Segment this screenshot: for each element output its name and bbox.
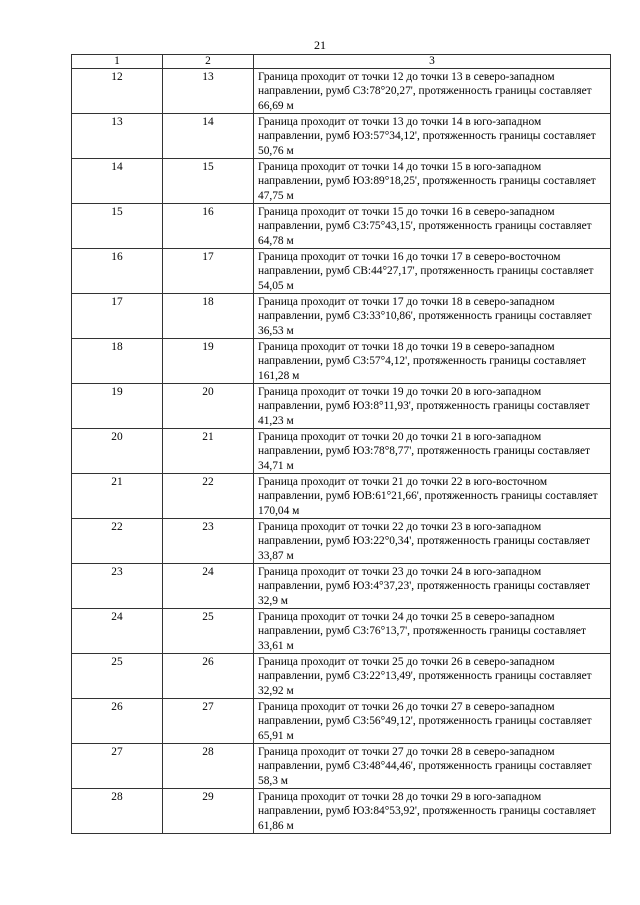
table-row <box>72 699 611 744</box>
boundary-description-cell: Граница проходит от точки 17 до точки 18 в северо-западном направлении, румб СЗ:33°10,86', протяженность границы составляет 36,53 м <box>254 294 611 339</box>
table-row <box>72 609 611 654</box>
end-point-cell: 22 <box>163 474 254 519</box>
table-row <box>72 789 611 834</box>
start-point-cell: 20 <box>72 429 163 474</box>
start-point-cell: 13 <box>72 114 163 159</box>
table-row <box>72 519 611 564</box>
end-point-cell: 25 <box>163 609 254 654</box>
start-point-cell: 26 <box>72 699 163 744</box>
start-point-cell: 16 <box>72 249 163 294</box>
end-point-cell: 23 <box>163 519 254 564</box>
start-point-cell: 28 <box>72 789 163 834</box>
boundary-description-cell: Граница проходит от точки 23 до точки 24 в юго-западном направлении, румб ЮЗ:4°37,23', протяженность границы составляет 32,9 м <box>254 564 611 609</box>
boundary-description-cell: Граница проходит от точки 22 до точки 23 в юго-западном направлении, румб ЮЗ:22°0,34', протяженность границы составляет 33,87 м <box>254 519 611 564</box>
end-point-cell: 24 <box>163 564 254 609</box>
boundary-description-cell: Граница проходит от точки 18 до точки 19 в северо-западном направлении, румб СЗ:57°4,12', протяженность границы составляет 161,28 м <box>254 339 611 384</box>
start-point-cell: 17 <box>72 294 163 339</box>
table-header-row <box>72 55 611 69</box>
end-point-cell: 20 <box>163 384 254 429</box>
table-row <box>72 294 611 339</box>
end-point-cell: 19 <box>163 339 254 384</box>
boundary-description-cell: Граница проходит от точки 14 до точки 15 в юго-западном направлении, румб ЮЗ:89°18,25', протяженность границы составляет 47,75 м <box>254 159 611 204</box>
boundary-description-cell: Граница проходит от точки 24 до точки 25 в северо-западном направлении, румб СЗ:76°13,7', протяженность границы составляет 33,61 м <box>254 609 611 654</box>
table-row <box>72 114 611 159</box>
table-row <box>72 429 611 474</box>
start-point-cell: 19 <box>72 384 163 429</box>
boundary-description-cell: Граница проходит от точки 20 до точки 21 в юго-западном направлении, румб ЮЗ:78°8,77', протяженность границы составляет 34,71 м <box>254 429 611 474</box>
start-point-cell: 12 <box>72 69 163 114</box>
table-row <box>72 654 611 699</box>
end-point-cell: 28 <box>163 744 254 789</box>
boundary-description-cell: Граница проходит от точки 15 до точки 16 в северо-западном направлении, румб СЗ:75°43,15', протяженность границы составляет 64,78 м <box>254 204 611 249</box>
header-col-1: 1 <box>72 55 163 69</box>
table-row <box>72 384 611 429</box>
start-point-cell: 21 <box>72 474 163 519</box>
header-col-3: 3 <box>254 55 611 69</box>
end-point-cell: 26 <box>163 654 254 699</box>
table-row <box>72 159 611 204</box>
boundary-description-cell: Граница проходит от точки 12 до точки 13 в северо-западном направлении, румб СЗ:78°20,27', протяженность границы составляет 66,69 м <box>254 69 611 114</box>
table-body <box>72 69 611 834</box>
boundary-description-cell: Граница проходит от точки 16 до точки 17 в северо-восточном направлении, румб СВ:44°27,17', протяженность границы составляет 54,05 м <box>254 249 611 294</box>
table-row <box>72 249 611 294</box>
table-row <box>72 204 611 249</box>
table-row <box>72 474 611 519</box>
table-row <box>72 564 611 609</box>
end-point-cell: 15 <box>163 159 254 204</box>
start-point-cell: 24 <box>72 609 163 654</box>
end-point-cell: 27 <box>163 699 254 744</box>
table-row <box>72 339 611 384</box>
end-point-cell: 17 <box>163 249 254 294</box>
start-point-cell: 22 <box>72 519 163 564</box>
boundary-description-cell: Граница проходит от точки 13 до точки 14 в юго-западном направлении, румб ЮЗ:57°34,12', протяженность границы составляет 50,76 м <box>254 114 611 159</box>
start-point-cell: 27 <box>72 744 163 789</box>
page-number: 21 <box>314 38 326 52</box>
boundary-description-table <box>71 54 611 834</box>
start-point-cell: 14 <box>72 159 163 204</box>
boundary-description-cell: Граница проходит от точки 19 до точки 20 в юго-западном направлении, румб ЮЗ:8°11,93', протяженность границы составляет 41,23 м <box>254 384 611 429</box>
header-col-2: 2 <box>163 55 254 69</box>
boundary-description-cell: Граница проходит от точки 28 до точки 29 в юго-западном направлении, румб ЮЗ:84°53,92', протяженность границы составляет 61,86 м <box>254 789 611 834</box>
boundary-description-cell: Граница проходит от точки 27 до точки 28 в северо-западном направлении, румб СЗ:48°44,46', протяженность границы составляет 58,3 м <box>254 744 611 789</box>
end-point-cell: 18 <box>163 294 254 339</box>
table-row <box>72 744 611 789</box>
start-point-cell: 18 <box>72 339 163 384</box>
boundary-description-cell: Граница проходит от точки 26 до точки 27 в северо-западном направлении, румб СЗ:56°49,12', протяженность границы составляет 65,91 м <box>254 699 611 744</box>
end-point-cell: 29 <box>163 789 254 834</box>
start-point-cell: 15 <box>72 204 163 249</box>
end-point-cell: 21 <box>163 429 254 474</box>
start-point-cell: 25 <box>72 654 163 699</box>
end-point-cell: 16 <box>163 204 254 249</box>
start-point-cell: 23 <box>72 564 163 609</box>
end-point-cell: 13 <box>163 69 254 114</box>
table-row <box>72 69 611 114</box>
end-point-cell: 14 <box>163 114 254 159</box>
boundary-description-cell: Граница проходит от точки 21 до точки 22 в юго-восточном направлении, румб ЮВ:61°21,66', протяженность границы составляет 170,04 м <box>254 474 611 519</box>
boundary-description-cell: Граница проходит от точки 25 до точки 26 в северо-западном направлении, румб СЗ:22°13,49', протяженность границы составляет 32,92 м <box>254 654 611 699</box>
